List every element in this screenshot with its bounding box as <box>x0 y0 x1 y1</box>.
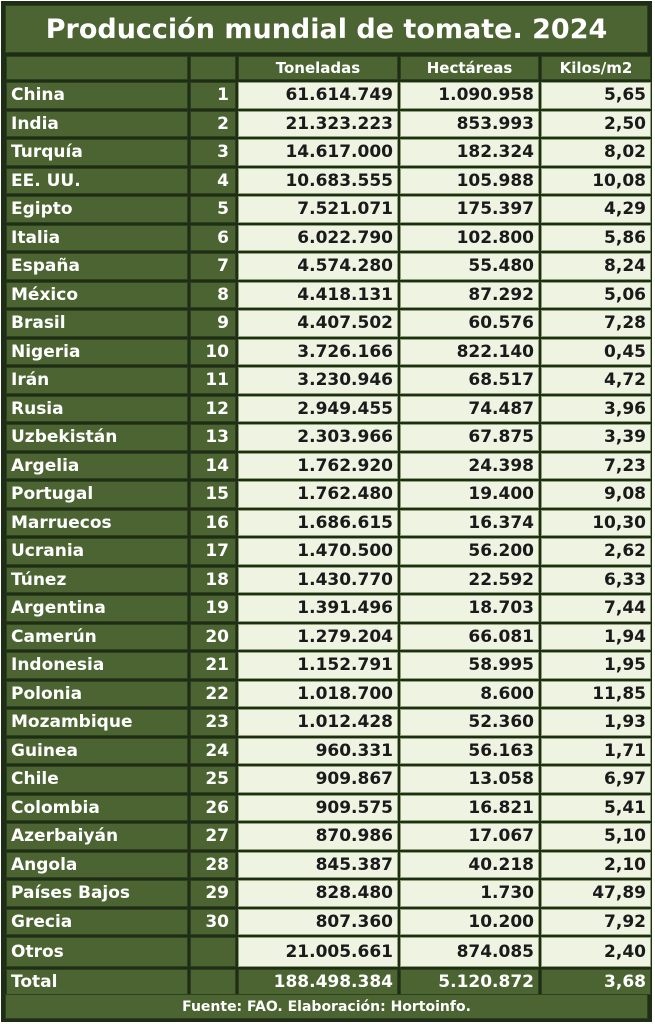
production-table <box>4 54 653 997</box>
table-row <box>6 481 651 508</box>
hectareas-cell: 87.292 <box>400 282 539 309</box>
table-row <box>6 567 651 594</box>
rank-cell: 5 <box>190 196 236 223</box>
rank-cell: 6 <box>190 225 236 252</box>
hectareas-cell: 13.058 <box>400 766 539 793</box>
table-row <box>6 595 651 622</box>
kilos-cell: 6,97 <box>541 766 651 793</box>
rank-cell: 4 <box>190 168 236 195</box>
kilos-cell: 10,08 <box>541 168 651 195</box>
rank-cell: 17 <box>190 538 236 565</box>
kilos-cell: 2,50 <box>541 111 651 138</box>
country-cell: Colombia <box>6 795 188 822</box>
rank-cell: 16 <box>190 510 236 537</box>
hectareas-cell: 18.703 <box>400 595 539 622</box>
table-row <box>6 82 651 109</box>
kilos-cell: 5,86 <box>541 225 651 252</box>
kilos-cell: 5,10 <box>541 823 651 850</box>
table-row <box>6 652 651 679</box>
table-row <box>6 538 651 565</box>
hectareas-cell: 16.821 <box>400 795 539 822</box>
kilos-cell: 8,02 <box>541 139 651 166</box>
kilos-cell: 3,96 <box>541 396 651 423</box>
toneladas-cell: 188.498.384 <box>238 969 398 995</box>
kilos-cell: 11,85 <box>541 681 651 708</box>
kilos-cell: 4,72 <box>541 367 651 394</box>
rank-cell: 25 <box>190 766 236 793</box>
toneladas-cell: 2.949.455 <box>238 396 398 423</box>
hectareas-cell: 1.090.958 <box>400 82 539 109</box>
table-row <box>6 823 651 850</box>
hectareas-cell: 10.200 <box>400 909 539 936</box>
rank-cell: 10 <box>190 339 236 366</box>
country-cell: China <box>6 82 188 109</box>
toneladas-cell: 828.480 <box>238 880 398 907</box>
country-cell: Marruecos <box>6 510 188 537</box>
source-footer: Fuente: FAO. Elaboración: Hortoinfo. <box>5 994 648 1019</box>
country-cell: Guinea <box>6 738 188 765</box>
country-cell: Nigeria <box>6 339 188 366</box>
hectareas-cell: 55.480 <box>400 253 539 280</box>
table-row <box>6 624 651 651</box>
rank-cell: 27 <box>190 823 236 850</box>
country-cell: Turquía <box>6 139 188 166</box>
header-row <box>6 56 651 80</box>
page-title: Producción mundial de tomate. 2024 <box>5 5 648 53</box>
kilos-cell: 2,10 <box>541 852 651 879</box>
table-row <box>6 310 651 337</box>
table-row <box>6 852 651 879</box>
toneladas-cell: 1.391.496 <box>238 595 398 622</box>
hectareas-cell: 56.163 <box>400 738 539 765</box>
toneladas-cell: 14.617.000 <box>238 139 398 166</box>
kilos-cell: 3,68 <box>541 969 651 995</box>
hectareas-cell: 1.730 <box>400 880 539 907</box>
header-hectareas: Hectáreas <box>400 56 539 80</box>
hectareas-cell: 182.324 <box>400 139 539 166</box>
hectareas-cell: 60.576 <box>400 310 539 337</box>
country-cell: Portugal <box>6 481 188 508</box>
toneladas-cell: 3.726.166 <box>238 339 398 366</box>
otros-row <box>6 937 651 967</box>
table-row <box>6 510 651 537</box>
country-cell: Indonesia <box>6 652 188 679</box>
table-row <box>6 367 651 394</box>
kilos-cell: 7,28 <box>541 310 651 337</box>
country-cell: Chile <box>6 766 188 793</box>
rank-cell: 2 <box>190 111 236 138</box>
toneladas-cell: 1.012.428 <box>238 709 398 736</box>
header-rank <box>190 56 236 80</box>
toneladas-cell: 909.867 <box>238 766 398 793</box>
toneladas-cell: 6.022.790 <box>238 225 398 252</box>
rank-cell: 26 <box>190 795 236 822</box>
country-cell: Total <box>6 969 188 995</box>
rank-cell: 13 <box>190 424 236 451</box>
toneladas-cell: 21.323.223 <box>238 111 398 138</box>
table-row <box>6 709 651 736</box>
hectareas-cell: 16.374 <box>400 510 539 537</box>
toneladas-cell: 2.303.966 <box>238 424 398 451</box>
country-cell: Ucrania <box>6 538 188 565</box>
country-cell: Rusia <box>6 396 188 423</box>
country-cell: Irán <box>6 367 188 394</box>
table-row <box>6 424 651 451</box>
kilos-cell: 5,65 <box>541 82 651 109</box>
kilos-cell: 0,45 <box>541 339 651 366</box>
country-cell: Mozambique <box>6 709 188 736</box>
country-cell: Egipto <box>6 196 188 223</box>
table-row <box>6 738 651 765</box>
table-row <box>6 396 651 423</box>
rank-cell: 14 <box>190 453 236 480</box>
rank-cell: 7 <box>190 253 236 280</box>
country-cell: Grecia <box>6 909 188 936</box>
rank-cell: 8 <box>190 282 236 309</box>
hectareas-cell: 52.360 <box>400 709 539 736</box>
kilos-cell: 2,62 <box>541 538 651 565</box>
kilos-cell: 1,94 <box>541 624 651 651</box>
hectareas-cell: 175.397 <box>400 196 539 223</box>
country-cell: Argentina <box>6 595 188 622</box>
rank-cell: 1 <box>190 82 236 109</box>
country-cell: México <box>6 282 188 309</box>
country-cell: Italia <box>6 225 188 252</box>
rank-cell: 23 <box>190 709 236 736</box>
kilos-cell: 10,30 <box>541 510 651 537</box>
kilos-cell: 6,33 <box>541 567 651 594</box>
header-kilos: Kilos/m2 <box>541 56 651 80</box>
hectareas-cell: 105.988 <box>400 168 539 195</box>
hectareas-cell: 19.400 <box>400 481 539 508</box>
kilos-cell: 1,93 <box>541 709 651 736</box>
toneladas-cell: 4.574.280 <box>238 253 398 280</box>
toneladas-cell: 807.360 <box>238 909 398 936</box>
country-cell: Argelia <box>6 453 188 480</box>
header-toneladas: Toneladas <box>238 56 398 80</box>
toneladas-cell: 1.279.204 <box>238 624 398 651</box>
hectareas-cell: 102.800 <box>400 225 539 252</box>
rank-cell: 24 <box>190 738 236 765</box>
table-row <box>6 253 651 280</box>
hectareas-cell: 66.081 <box>400 624 539 651</box>
toneladas-cell: 61.614.749 <box>238 82 398 109</box>
hectareas-cell: 67.875 <box>400 424 539 451</box>
country-cell: EE. UU. <box>6 168 188 195</box>
rank-cell: 21 <box>190 652 236 679</box>
table-row <box>6 168 651 195</box>
toneladas-cell: 1.686.615 <box>238 510 398 537</box>
rank-cell: 30 <box>190 909 236 936</box>
toneladas-cell: 3.230.946 <box>238 367 398 394</box>
table-row <box>6 453 651 480</box>
hectareas-cell: 56.200 <box>400 538 539 565</box>
table-row <box>6 681 651 708</box>
hectareas-cell: 822.140 <box>400 339 539 366</box>
toneladas-cell: 1.762.920 <box>238 453 398 480</box>
toneladas-cell: 4.407.502 <box>238 310 398 337</box>
rank-cell: 12 <box>190 396 236 423</box>
rank-cell: 28 <box>190 852 236 879</box>
rank-cell: 9 <box>190 310 236 337</box>
hectareas-cell: 5.120.872 <box>400 969 539 995</box>
table-row <box>6 111 651 138</box>
table-row <box>6 795 651 822</box>
hectareas-cell: 22.592 <box>400 567 539 594</box>
rank-cell: 29 <box>190 880 236 907</box>
toneladas-cell: 870.986 <box>238 823 398 850</box>
table-row <box>6 225 651 252</box>
country-cell: Túnez <box>6 567 188 594</box>
kilos-cell: 7,23 <box>541 453 651 480</box>
hectareas-cell: 8.600 <box>400 681 539 708</box>
total-row <box>6 969 651 995</box>
toneladas-cell: 1.470.500 <box>238 538 398 565</box>
hectareas-cell: 58.995 <box>400 652 539 679</box>
kilos-cell: 47,89 <box>541 880 651 907</box>
table-row <box>6 909 651 936</box>
hectareas-cell: 17.067 <box>400 823 539 850</box>
hectareas-cell: 853.993 <box>400 111 539 138</box>
rank-cell: 3 <box>190 139 236 166</box>
rank-cell: 19 <box>190 595 236 622</box>
kilos-cell: 3,39 <box>541 424 651 451</box>
country-cell: Uzbekistán <box>6 424 188 451</box>
rank-cell: 22 <box>190 681 236 708</box>
rank-cell: 18 <box>190 567 236 594</box>
toneladas-cell: 909.575 <box>238 795 398 822</box>
table-frame <box>1 1 652 1022</box>
country-cell: India <box>6 111 188 138</box>
kilos-cell: 7,44 <box>541 595 651 622</box>
toneladas-cell: 1.152.791 <box>238 652 398 679</box>
hectareas-cell: 68.517 <box>400 367 539 394</box>
table-row <box>6 880 651 907</box>
toneladas-cell: 845.387 <box>238 852 398 879</box>
country-cell: Angola <box>6 852 188 879</box>
kilos-cell: 7,92 <box>541 909 651 936</box>
table-row <box>6 282 651 309</box>
rank-cell <box>190 937 236 967</box>
table-row <box>6 139 651 166</box>
kilos-cell: 1,95 <box>541 652 651 679</box>
kilos-cell: 9,08 <box>541 481 651 508</box>
kilos-cell: 4,29 <box>541 196 651 223</box>
rank-cell <box>190 969 236 995</box>
kilos-cell: 1,71 <box>541 738 651 765</box>
rank-cell: 11 <box>190 367 236 394</box>
kilos-cell: 5,41 <box>541 795 651 822</box>
kilos-cell: 8,24 <box>541 253 651 280</box>
country-cell: Países Bajos <box>6 880 188 907</box>
country-cell: Camerún <box>6 624 188 651</box>
rank-cell: 20 <box>190 624 236 651</box>
kilos-cell: 2,40 <box>541 937 651 967</box>
header-country <box>6 56 188 80</box>
toneladas-cell: 7.521.071 <box>238 196 398 223</box>
country-cell: Otros <box>6 937 188 967</box>
toneladas-cell: 4.418.131 <box>238 282 398 309</box>
table-body <box>6 56 651 995</box>
kilos-cell: 5,06 <box>541 282 651 309</box>
table-row <box>6 339 651 366</box>
country-cell: Azerbaiyán <box>6 823 188 850</box>
country-cell: España <box>6 253 188 280</box>
hectareas-cell: 74.487 <box>400 396 539 423</box>
hectareas-cell: 24.398 <box>400 453 539 480</box>
hectareas-cell: 40.218 <box>400 852 539 879</box>
country-cell: Brasil <box>6 310 188 337</box>
toneladas-cell: 960.331 <box>238 738 398 765</box>
hectareas-cell: 874.085 <box>400 937 539 967</box>
toneladas-cell: 1.762.480 <box>238 481 398 508</box>
toneladas-cell: 1.018.700 <box>238 681 398 708</box>
toneladas-cell: 21.005.661 <box>238 937 398 967</box>
table-row <box>6 196 651 223</box>
table-row <box>6 766 651 793</box>
country-cell: Polonia <box>6 681 188 708</box>
rank-cell: 15 <box>190 481 236 508</box>
toneladas-cell: 10.683.555 <box>238 168 398 195</box>
toneladas-cell: 1.430.770 <box>238 567 398 594</box>
